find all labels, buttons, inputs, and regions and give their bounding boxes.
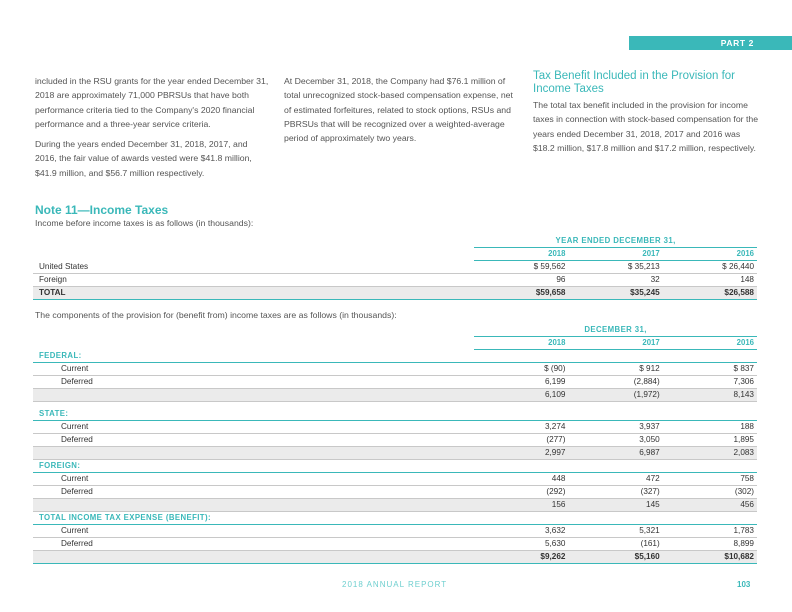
table-row: Deferred (292) (327) (302) xyxy=(33,485,757,498)
text-column-1 xyxy=(35,74,270,186)
subtotal-row: 6,109 (1,972) 8,143 xyxy=(33,388,757,401)
paragraph: The total tax benefit included in the provision for income taxes in connection with stock-based compensation for the years ended December 31, 2018, 2017 and 2016 was $18.2 million, $17.8 million and $17.2 million, respectively. xyxy=(533,100,759,153)
subtotal-row: 2,997 6,987 2,083 xyxy=(33,446,757,459)
text-column-2 xyxy=(284,74,514,151)
paragraph: At December 31, 2018, the Company had $76.1 million of total unrecognized stock-based compensation expense, net of estimated forfeitures, related to stock options, RSUs and PBRSUs that will be recognized over a weighted-average period of approximately two years. xyxy=(284,76,513,144)
year-header: 2016 xyxy=(663,336,757,349)
table-total-row: TOTAL $59,658 $35,245 $26,588 xyxy=(33,286,757,299)
intro-text: The components of the provision for (benefit from) income taxes are as follows (in thousands): xyxy=(35,310,397,320)
text-column-3 xyxy=(533,70,761,161)
tax-provision-table xyxy=(33,323,757,564)
section-label-state: STATE: xyxy=(33,407,757,420)
note-title: Note 11—Income Taxes xyxy=(35,203,169,217)
table-group-header: DECEMBER 31, xyxy=(474,323,757,336)
table-row: Current 448 472 758 xyxy=(33,472,757,485)
paragraph: During the years ended December 31, 2018, 2017, and 2016, the fair value of awards vested were $41.8 million, $41.9 million, and $56.7 million respectively. xyxy=(35,139,252,178)
paragraph: included in the RSU grants for the year ended December 31, 2018 are approximately 71,000 PBRSUs that have both performance criteria tied to the Company's 2020 financial performance and a three-year service criteria. xyxy=(35,76,269,129)
grand-total-row: $9,262 $5,160 $10,682 xyxy=(33,550,757,563)
table-row: Deferred 5,630 (161) 8,899 xyxy=(33,537,757,550)
table-row: Deferred 6,199 (2,884) 7,306 xyxy=(33,375,757,388)
table-group-header: YEAR ENDED DECEMBER 31, xyxy=(474,234,757,247)
year-header: 2018 xyxy=(474,336,568,349)
table-row: Current $ (90) $ 912 $ 837 xyxy=(33,362,757,375)
intro-text: Income before income taxes is as follows (in thousands): xyxy=(35,218,254,228)
year-header: 2017 xyxy=(568,247,662,260)
section-label-federal: FEDERAL: xyxy=(33,349,757,362)
year-header: 2018 xyxy=(474,247,568,260)
table-row: Current 3,274 3,937 188 xyxy=(33,420,757,433)
table-row: Foreign 96 32 148 xyxy=(33,273,757,286)
footer-report-title: 2018 ANNUAL REPORT xyxy=(342,580,448,589)
year-header: 2016 xyxy=(663,247,757,260)
section-label-foreign: FOREIGN: xyxy=(33,459,757,472)
part-tab: PART 2 xyxy=(629,36,792,50)
table-row: Current 3,632 5,321 1,783 xyxy=(33,524,757,537)
page-number: 103 xyxy=(737,580,751,589)
subtotal-row: 156 145 456 xyxy=(33,498,757,511)
section-heading: Tax Benefit Included in the Provision for Income Taxes xyxy=(533,70,736,95)
year-header: 2017 xyxy=(568,336,662,349)
section-label-total: TOTAL INCOME TAX EXPENSE (BENEFIT): xyxy=(33,511,757,524)
table-row: United States $ 59,562 $ 35,213 $ 26,440 xyxy=(33,260,757,273)
table-row: Deferred (277) 3,050 1,895 xyxy=(33,433,757,446)
income-before-taxes-table xyxy=(33,234,757,300)
